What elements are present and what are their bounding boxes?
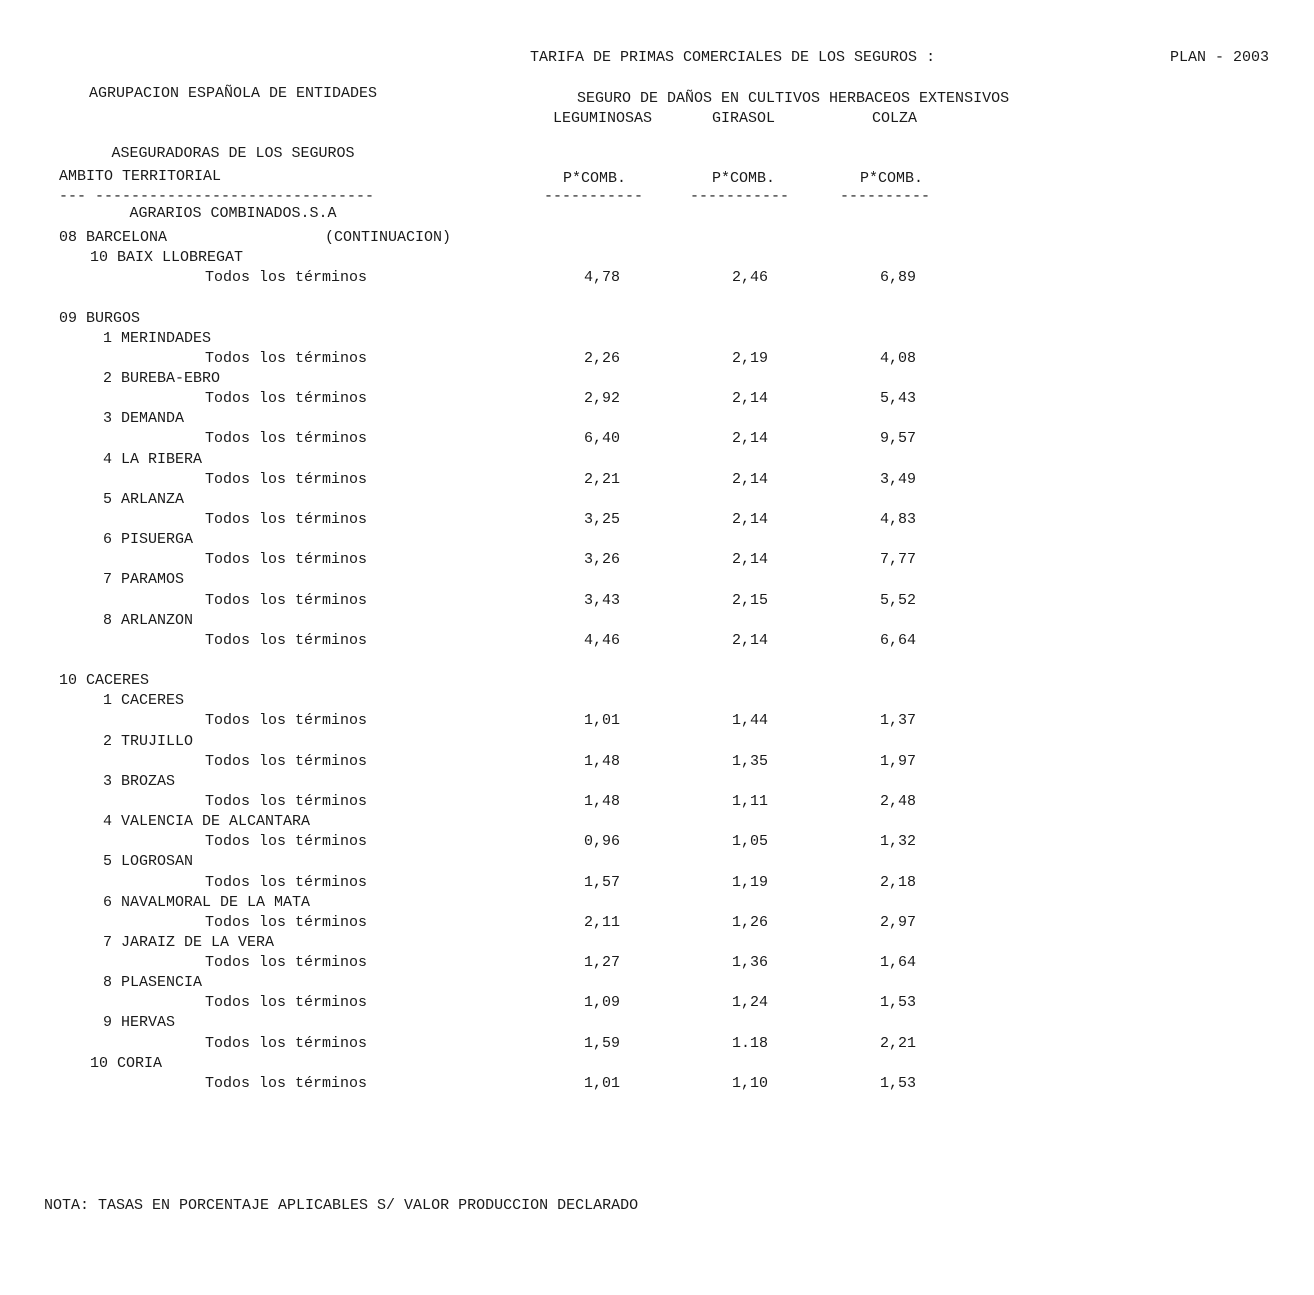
crop-colza: COLZA (872, 110, 918, 127)
comarca-name: 4 LA RIBERA (103, 450, 203, 468)
value-leguminosas: 1,57 (584, 873, 621, 891)
term-label: Todos los términos (205, 349, 368, 367)
term-label: Todos los términos (205, 1034, 368, 1052)
value-leguminosas: 3,26 (584, 551, 621, 569)
value-leguminosas: 2,92 (584, 390, 621, 408)
value-girasol: 1,26 (732, 913, 769, 931)
term-row (0, 993, 1314, 1013)
ambito-label: AMBITO TERRITORIAL (59, 168, 222, 185)
term-row (0, 631, 1314, 651)
term-label: Todos los términos (205, 430, 368, 448)
value-girasol: 2,19 (732, 349, 769, 367)
comarca-name: 6 PISUERGA (103, 531, 194, 549)
value-leguminosas: 4,46 (584, 631, 621, 649)
spacer (0, 288, 1314, 308)
value-colza: 4,83 (880, 510, 917, 528)
value-girasol: 2,14 (732, 390, 769, 408)
value-girasol: 1,10 (732, 1074, 769, 1092)
value-leguminosas: 1,27 (584, 954, 621, 972)
term-row (0, 711, 1314, 731)
value-girasol: 1,11 (732, 792, 769, 810)
spacer (0, 651, 1314, 671)
comarca-name: 3 DEMANDA (103, 410, 185, 428)
value-colza: 6,89 (880, 269, 917, 287)
crop-headers (553, 109, 953, 129)
value-girasol: 1,44 (732, 712, 769, 730)
comarca-name: 1 CACERES (103, 692, 185, 710)
term-row (0, 389, 1314, 409)
column-divider: ----------- (544, 188, 644, 205)
value-leguminosas: 4,78 (584, 269, 621, 287)
value-colza: 1,97 (880, 752, 917, 770)
province-name: 10 CACERES (59, 672, 150, 690)
comarca-row (0, 933, 1314, 953)
province-row (0, 228, 1314, 248)
plan-label: PLAN - 2003 (1170, 49, 1270, 66)
term-row (0, 470, 1314, 490)
value-girasol: 1,36 (732, 954, 769, 972)
province-name: 09 BURGOS (59, 309, 141, 327)
value-colza: 2,48 (880, 792, 917, 810)
seguro-title: SEGURO DE DAÑOS EN CULTIVOS HERBACEOS EXTENSIVOS (577, 90, 1010, 107)
province-note: (CONTINUACION) (325, 229, 452, 246)
value-colza: 6,64 (880, 631, 917, 649)
value-colza: 1,32 (880, 833, 917, 851)
term-row (0, 792, 1314, 812)
term-row (0, 873, 1314, 893)
comarca-row (0, 369, 1314, 389)
term-label: Todos los términos (205, 752, 368, 770)
term-label: Todos los términos (205, 873, 368, 891)
value-leguminosas: 1,48 (584, 752, 621, 770)
term-row (0, 591, 1314, 611)
comarca-row (0, 1013, 1314, 1033)
value-colza: 4,08 (880, 349, 917, 367)
term-label: Todos los términos (205, 792, 368, 810)
tarifa-title: TARIFA DE PRIMAS COMERCIALES DE LOS SEGUROS : (530, 49, 936, 66)
value-leguminosas: 2,26 (584, 349, 621, 367)
value-girasol: 2,46 (732, 269, 769, 287)
term-row (0, 550, 1314, 570)
comarca-row (0, 973, 1314, 993)
tariff-table (0, 228, 1314, 1094)
term-label: Todos los términos (205, 390, 368, 408)
term-label: Todos los términos (205, 994, 368, 1012)
crop-leguminosas: LEGUMINOSAS (553, 110, 653, 127)
comarca-name: 2 TRUJILLO (103, 732, 194, 750)
comarca-row (0, 329, 1314, 349)
comarca-name: 10 CORIA (90, 1054, 163, 1072)
province-row (0, 309, 1314, 329)
value-girasol: 1,05 (732, 833, 769, 851)
term-label: Todos los términos (205, 591, 368, 609)
province-name: 08 BARCELONA (59, 229, 168, 246)
term-row (0, 752, 1314, 772)
comarca-name: 7 PARAMOS (103, 571, 185, 589)
comarca-row (0, 893, 1314, 913)
term-row (0, 349, 1314, 369)
value-colza: 2,97 (880, 913, 917, 931)
term-label: Todos los términos (205, 551, 368, 569)
comarca-name: 7 JARAIZ DE LA VERA (103, 933, 275, 951)
comarca-row (0, 450, 1314, 470)
column-header-girasol: P*COMB. (712, 170, 776, 187)
term-label: Todos los términos (205, 510, 368, 528)
value-colza: 9,57 (880, 430, 917, 448)
value-girasol: 1,19 (732, 873, 769, 891)
org-line: ASEGURADORAS DE LOS SEGUROS (111, 145, 355, 162)
value-leguminosas: 2,11 (584, 913, 621, 931)
value-colza: 7,77 (880, 551, 917, 569)
value-colza: 1,53 (880, 1074, 917, 1092)
value-girasol: 2,15 (732, 591, 769, 609)
term-label: Todos los términos (205, 833, 368, 851)
value-girasol: 2,14 (732, 430, 769, 448)
value-leguminosas: 1,59 (584, 1034, 621, 1052)
comarca-name: 10 BAIX LLOBREGAT (90, 249, 244, 267)
term-row (0, 268, 1314, 288)
comarca-name: 3 BROZAS (103, 772, 176, 790)
comarca-row (0, 772, 1314, 792)
comarca-row (0, 409, 1314, 429)
term-label: Todos los términos (205, 470, 368, 488)
value-girasol: 2,14 (732, 510, 769, 528)
footnote: NOTA: TASAS EN PORCENTAJE APLICABLES S/ VALOR PRODUCCION DECLARADO (44, 1197, 639, 1214)
value-leguminosas: 6,40 (584, 430, 621, 448)
comarca-name: 1 MERINDADES (103, 329, 212, 347)
value-leguminosas: 1,01 (584, 712, 621, 730)
value-girasol: 1,24 (732, 994, 769, 1012)
comarca-name: 8 PLASENCIA (103, 974, 203, 992)
value-leguminosas: 3,43 (584, 591, 621, 609)
comarca-row (0, 530, 1314, 550)
value-leguminosas: 0,96 (584, 833, 621, 851)
province-row (0, 671, 1314, 691)
comarca-name: 5 LOGROSAN (103, 853, 194, 871)
organization-block (48, 44, 418, 244)
value-colza: 1,64 (880, 954, 917, 972)
term-row (0, 832, 1314, 852)
value-colza: 3,49 (880, 470, 917, 488)
comarca-row (0, 490, 1314, 510)
value-girasol: 2,14 (732, 470, 769, 488)
term-row (0, 429, 1314, 449)
value-colza: 2,21 (880, 1034, 917, 1052)
value-girasol: 2,14 (732, 631, 769, 649)
value-colza: 1,37 (880, 712, 917, 730)
crop-girasol: GIRASOL (712, 110, 776, 127)
org-line: AGRARIOS COMBINADOS.S.A (129, 205, 337, 222)
value-leguminosas: 1,01 (584, 1074, 621, 1092)
value-girasol: 1,35 (732, 752, 769, 770)
term-label: Todos los términos (205, 712, 368, 730)
comarca-row (0, 611, 1314, 631)
term-label: Todos los términos (205, 954, 368, 972)
ambito-divider: --- ------------------------------- (59, 188, 375, 205)
comarca-row (0, 1054, 1314, 1074)
comarca-row (0, 812, 1314, 832)
comarca-name: 4 VALENCIA DE ALCANTARA (103, 813, 311, 831)
value-colza: 1,53 (880, 994, 917, 1012)
comarca-name: 9 HERVAS (103, 1014, 176, 1032)
value-colza: 2,18 (880, 873, 917, 891)
term-label: Todos los términos (205, 1074, 368, 1092)
term-label: Todos los términos (205, 913, 368, 931)
term-row (0, 913, 1314, 933)
column-header-leguminosas: P*COMB. (563, 170, 627, 187)
value-colza: 5,43 (880, 390, 917, 408)
term-label: Todos los términos (205, 269, 368, 287)
org-line: AGRUPACION ESPAÑOLA DE ENTIDADES (88, 85, 378, 102)
comarca-row (0, 732, 1314, 752)
value-colza: 5,52 (880, 591, 917, 609)
value-leguminosas: 1,48 (584, 792, 621, 810)
column-header-colza: P*COMB. (860, 170, 924, 187)
comarca-name: 6 NAVALMORAL DE LA MATA (103, 893, 311, 911)
column-divider: ---------- (840, 188, 931, 205)
comarca-row (0, 248, 1314, 268)
value-girasol: 1.18 (732, 1034, 769, 1052)
comarca-name: 8 ARLANZON (103, 611, 194, 629)
comarca-name: 5 ARLANZA (103, 490, 185, 508)
term-row (0, 510, 1314, 530)
term-row (0, 1034, 1314, 1054)
value-leguminosas: 1,09 (584, 994, 621, 1012)
comarca-row (0, 691, 1314, 711)
column-divider: ----------- (690, 188, 790, 205)
value-leguminosas: 2,21 (584, 470, 621, 488)
comarca-row (0, 852, 1314, 872)
comarca-row (0, 570, 1314, 590)
term-label: Todos los términos (205, 631, 368, 649)
term-row (0, 1074, 1314, 1094)
term-row (0, 953, 1314, 973)
comarca-name: 2 BUREBA-EBRO (103, 369, 221, 387)
value-leguminosas: 3,25 (584, 510, 621, 528)
value-girasol: 2,14 (732, 551, 769, 569)
